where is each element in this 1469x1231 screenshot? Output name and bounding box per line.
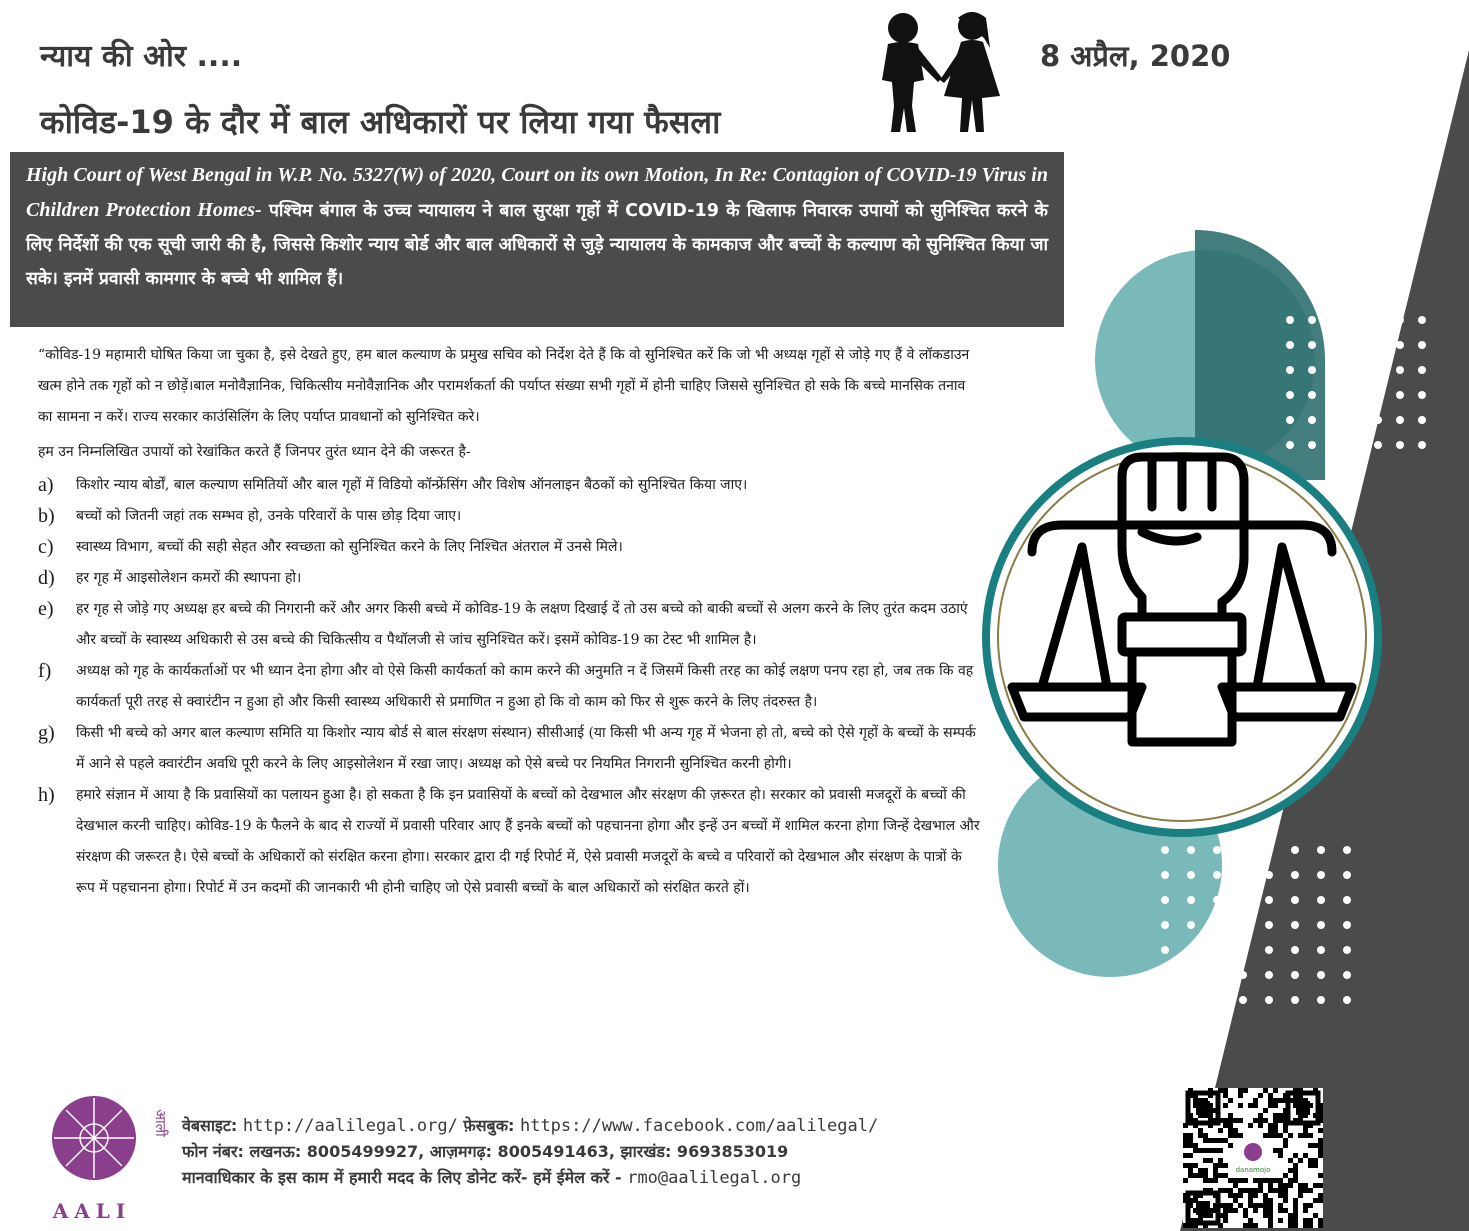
list-item-text: हर गृह से जोड़े गए अध्यक्ष हर बच्चे की निगरानी करें और अगर किसी बच्चे में कोविड-19 के लक्षण दिखाई दें तो उस बच्चे को बाकी बच्चों से अलग करने के लिए तुरंत कदम उठाएं और बच्चों के स्वास्थ्य अधिकारी से उस बच्चे की चिकित्सीय व पैथॉलजी से जांच सुनिश्चित करें। इसमें कोविड-19 का टेस्ट भी शामिल है। xyxy=(76,601,968,648)
facebook-link[interactable]: https://www.facebook.com/aalilegal/ xyxy=(519,1116,879,1136)
case-citation: High Court of West Bengal in W.P. No. 5327(W) of 2020, Court on its own Motion, In Re: Contagion of COVID-19 Virus in Children Protection Homes- xyxy=(26,164,1048,221)
phone-line: फोन नंबर: लखनऊ: 8005499927, आज़मगढ़: 8005491463, झारखंड: 9693853019 xyxy=(182,1142,789,1161)
list-item-label: e) xyxy=(38,598,54,620)
quote-opening: “कोविड-19 महामारी घोषित किया जा चुका है, इसे देखते हुए, हम बाल कल्याण के प्रमुख सचिव को निर्देश देते हैं कि वो सुनिश्चित करें कि जो भी अध्यक्ष गृहों से जोड़े गए हैं वे लॉकडाउन खत्म होने तक गृहों को न छोड़ें।बाल मनोवैज्ञानिक, चिकित्सीय मनोवैज्ञानिक और परामर्शकर्ता की पर्याप्त संख्या सभी गृहों में होनी चाहिए जिससे सुनिश्चित हो सके कि बच्चे मानसिक तनाव का सामना न करें। राज्य सरकार काउंसिलिंग के लिए पर्याप्त प्रावधानों को सुनिश्चित करे। xyxy=(38,347,970,425)
list-item-label: b) xyxy=(38,505,55,527)
list-item-label: c) xyxy=(38,536,54,558)
list-item-text: बच्चों को जितनी जहां तक सम्भव हो, उनके परिवारों के पास छोड़ दिया जाए। xyxy=(76,508,462,524)
list-item-label: a) xyxy=(38,474,54,496)
header-title: न्याय की ओर .... xyxy=(40,39,243,74)
list-item-text: हमारे संज्ञान में आया है कि प्रवासियों का पलायन हुआ है। हो सकता है कि इन प्रवासियों के बच्चों को देखभाल और संरक्षण की ज़रूरत हो। सरकार को प्रवासी मजदूरों के बच्चों की देखभाल करनी चाहिए। कोविड-19 के फैलने के बाद से राज्यों में प्रवासी परिवार आए हैं इनके बच्चों को पहचानना होगा और इन्हें उन बच्चों में शामिल करना होगा जिन्हें देखभाल और संरक्षण की जरूरत है। ऐसे बच्चों के अधिकारों को संरक्षित करना होगा। सरकार द्वारा दी गई रिपोर्ट में, ऐसे प्रवासी मजदूरों के बच्चे व परिवारों को देखभाल और संरक्षण के पात्रों के रूप में पहचानना होगा। रिपोर्ट में उन कदमों की जानकारी भी होनी चाहिए जो ऐसे प्रवासी बच्चों के बाल अधिकारों को संरक्षित करते हों। xyxy=(76,787,980,896)
web-links-line xyxy=(182,1113,878,1139)
logo-text: AALI xyxy=(52,1199,132,1223)
facebook-label: फ़ेसबुक: xyxy=(463,1116,515,1135)
list-item xyxy=(38,718,980,780)
list-item xyxy=(38,563,980,594)
quote-intro: हम उन निम्नलिखित उपायों को रेखांकित करते हैं जिनपर तुरंत ध्यान देने की जरूरत है- xyxy=(38,444,471,460)
list-item-label: f) xyxy=(38,660,52,682)
qr-code[interactable] xyxy=(1183,1088,1323,1228)
case-summary-box xyxy=(10,152,1064,327)
children-silhouette-icon xyxy=(860,8,1018,138)
svg-text:danamojo: danamojo xyxy=(1235,1166,1271,1174)
list-item xyxy=(38,780,980,904)
list-item xyxy=(38,501,980,532)
donate-text: मानवाधिकार के इस काम में हमारी मदद के लिए डोनेट करें- हमें ईमेल करें - xyxy=(182,1168,622,1187)
list-item-text: अध्यक्ष को गृह के कार्यकर्ताओं पर भी ध्यान देना होगा और वो ऐसे किसी कार्यकर्ता को काम करने की अनुमति न दें जिसमें किसी तरह का कोई लक्षण पनप रहा हो, जब तक कि वह कार्यकर्ता पूरी तरह से क्वारंटीन न हुआ हो और किसी स्वास्थ्य अधिकारी से प्रमाणित न हुआ हो कि वो काम को फिर से शुरू करने के लिए तंदरुस्त है। xyxy=(76,663,974,710)
website-link[interactable]: http://aalilegal.org/ xyxy=(242,1116,458,1136)
justice-scales-fist-icon xyxy=(982,437,1382,837)
list-item xyxy=(38,532,980,563)
list-item-text: किसी भी बच्चे को अगर बाल कल्याण समिति या किशोर न्याय बोर्ड से बाल संरक्षण संस्थान) सीसीआई (या किसी भी अन्य गृह में भेजना हो तो, बच्चे को ऐसे गृहों के बच्चों के सम्पर्क में आने से पहले क्वारंटीन अवधि पूरी करने के लिए आइसोलेशन में रखा जाए। अध्यक्ष को ऐसे बच्चे पर नियमित निगरानी सुनिश्चित करनी होगी। xyxy=(76,725,976,772)
aali-logo xyxy=(14,1093,174,1223)
list-item xyxy=(38,656,980,718)
website-label: वेबसाइट: xyxy=(182,1116,238,1135)
list-item-text: हर गृह में आइसोलेशन कमरों की स्थापना हो। xyxy=(76,570,302,586)
list-item-label: d) xyxy=(38,567,55,589)
list-item-text: स्वास्थ्य विभाग, बच्चों की सही सेहत और स्वच्छता को सुनिश्चित करने के लिए निश्चित अंतराल में उनसे मिले। xyxy=(76,539,623,555)
publication-date: 8 अप्रैल, 2020 xyxy=(1040,39,1231,73)
contact-info xyxy=(182,1113,878,1191)
judgment-quote xyxy=(38,340,980,904)
logo-hindi-text: आली xyxy=(152,1109,168,1137)
email-link[interactable]: rmo@aalilegal.org xyxy=(627,1168,802,1188)
list-item xyxy=(38,470,980,501)
header-subtitle: कोविड-19 के दौर में बाल अधिकारों पर लिया गया फैसला xyxy=(40,103,721,141)
list-item xyxy=(38,594,980,656)
list-item-text: किशोर न्याय बोर्डों, बाल कल्याण समितियों और बाल गृहों में विडियो कॉन्फ्रेंसिंग और विशेष ऑनलाइन बैठकों को सुनिश्चित किया जाए। xyxy=(76,477,748,493)
donate-line xyxy=(182,1165,878,1191)
case-summary-text: पश्चिम बंगाल के उच्च न्यायालय ने बाल सुरक्षा गृहों में COVID-19 के खिलाफ निवारक उपायों को सुनिश्चित करने के लिए निर्देशों की एक सूची जारी की है, जिससे किशोर न्याय बोर्ड और बाल अधिकारों से जुड़े न्यायालय के कामकाज और बच्चों के कल्याण को सुनिश्चित किया जा सके। इनमें प्रवासी कामगार के बच्चे भी शामिल हैं। xyxy=(26,201,1048,289)
list-item-label: h) xyxy=(38,784,55,806)
list-item-label: g) xyxy=(38,722,55,744)
